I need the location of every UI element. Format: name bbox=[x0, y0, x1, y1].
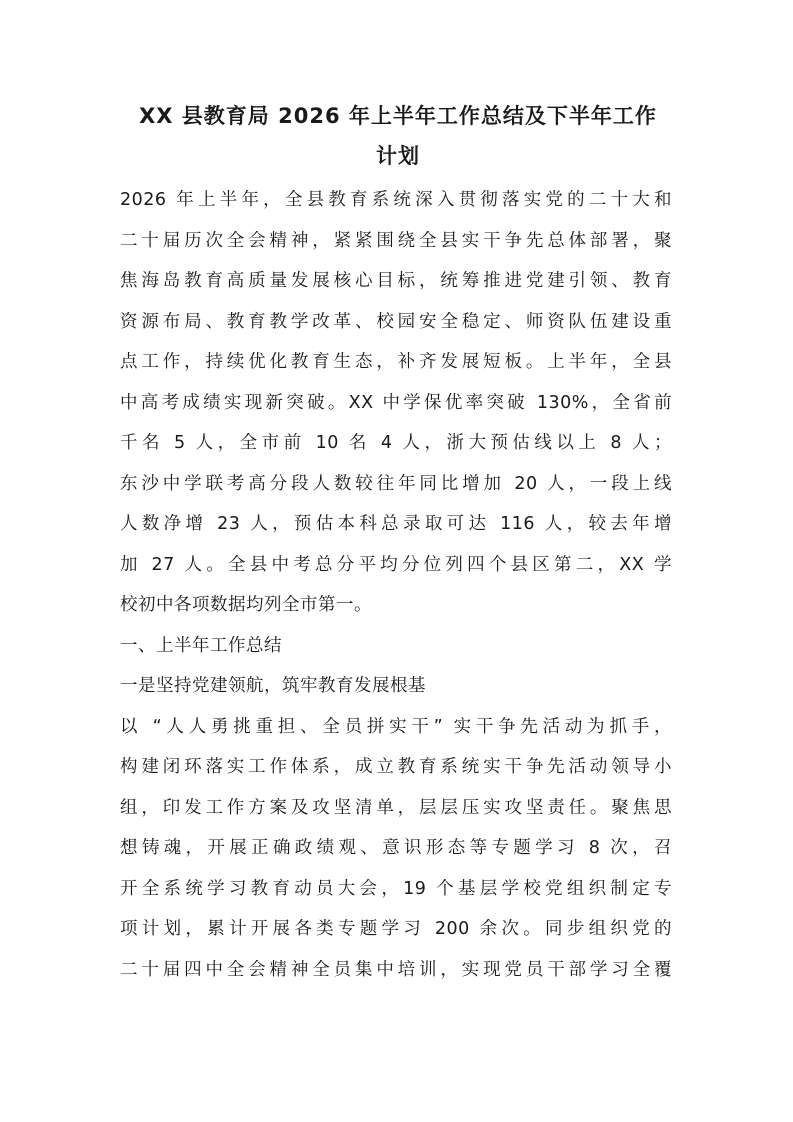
intro-line: 2026 年上半年，全县教育系统深入贯彻落实党的二十大和 bbox=[120, 190, 672, 210]
paragraph-line: 构建闭环落实工作体系，成立教育系统实干争先活动领导小 bbox=[120, 757, 672, 777]
paragraph-line: 项计划，累计开展各类专题学习 200 余次。同步组织党的 bbox=[120, 919, 672, 939]
paragraph-line: 二十届四中全会精神全员集中培训，实现党员干部学习全覆 bbox=[120, 959, 672, 980]
document-body bbox=[120, 180, 672, 990]
paragraph-line: 开全系统学习教育动员大会，19 个基层学校党组织制定专 bbox=[120, 878, 672, 899]
paragraph-line: 想铸魂，开展正确政绩观、意识形态等专题学习 8 次，召 bbox=[120, 838, 672, 858]
intro-line: 人数净增 23 人，预估本科总录取可达 116 人，较去年增 bbox=[120, 514, 672, 534]
paragraph-line: 以 “人人勇挑重担、全员拼实干” 实干争先活动为抓手， bbox=[120, 716, 672, 737]
intro-line: 焦海岛教育高质量发展核心目标，统筹推进党建引领、教育 bbox=[120, 271, 672, 291]
intro-line: 千名 5 人，全市前 10 名 4 人，浙大预估线以上 8 人； bbox=[120, 433, 672, 453]
subsection-heading: 一是坚持党建领航，筑牢教育发展根基 bbox=[120, 676, 426, 696]
title-line-1: XX 县教育局 2026 年上半年工作总结及下半年工作 bbox=[139, 104, 657, 128]
section-heading: 一、上半年工作总结 bbox=[120, 635, 282, 656]
intro-line: 资源布局、教育教学改革、校园安全稳定、师资队伍建设重 bbox=[120, 311, 672, 332]
intro-line: 加 27 人。全县中考总分平均分位列四个县区第二，XX 学 bbox=[120, 554, 672, 575]
intro-line: 东沙中学联考高分段人数较往年同比增加 20 人，一段上线 bbox=[120, 473, 672, 494]
intro-line: 中高考成绩实现新突破。XX 中学保优率突破 130%，全省前 bbox=[120, 392, 672, 413]
title-line-2: 计划 bbox=[376, 144, 420, 168]
intro-line: 二十届历次全会精神，紧紧围绕全县实干争先总体部署，聚 bbox=[120, 230, 672, 251]
document-title bbox=[118, 96, 678, 176]
intro-line: 校初中各项数据均列全市第一。 bbox=[120, 595, 372, 615]
paragraph-line: 组，印发工作方案及攻坚清单，层层压实攻坚责任。聚焦思 bbox=[120, 797, 672, 818]
intro-line: 点工作，持续优化教育生态，补齐发展短板。上半年，全县 bbox=[120, 352, 672, 372]
